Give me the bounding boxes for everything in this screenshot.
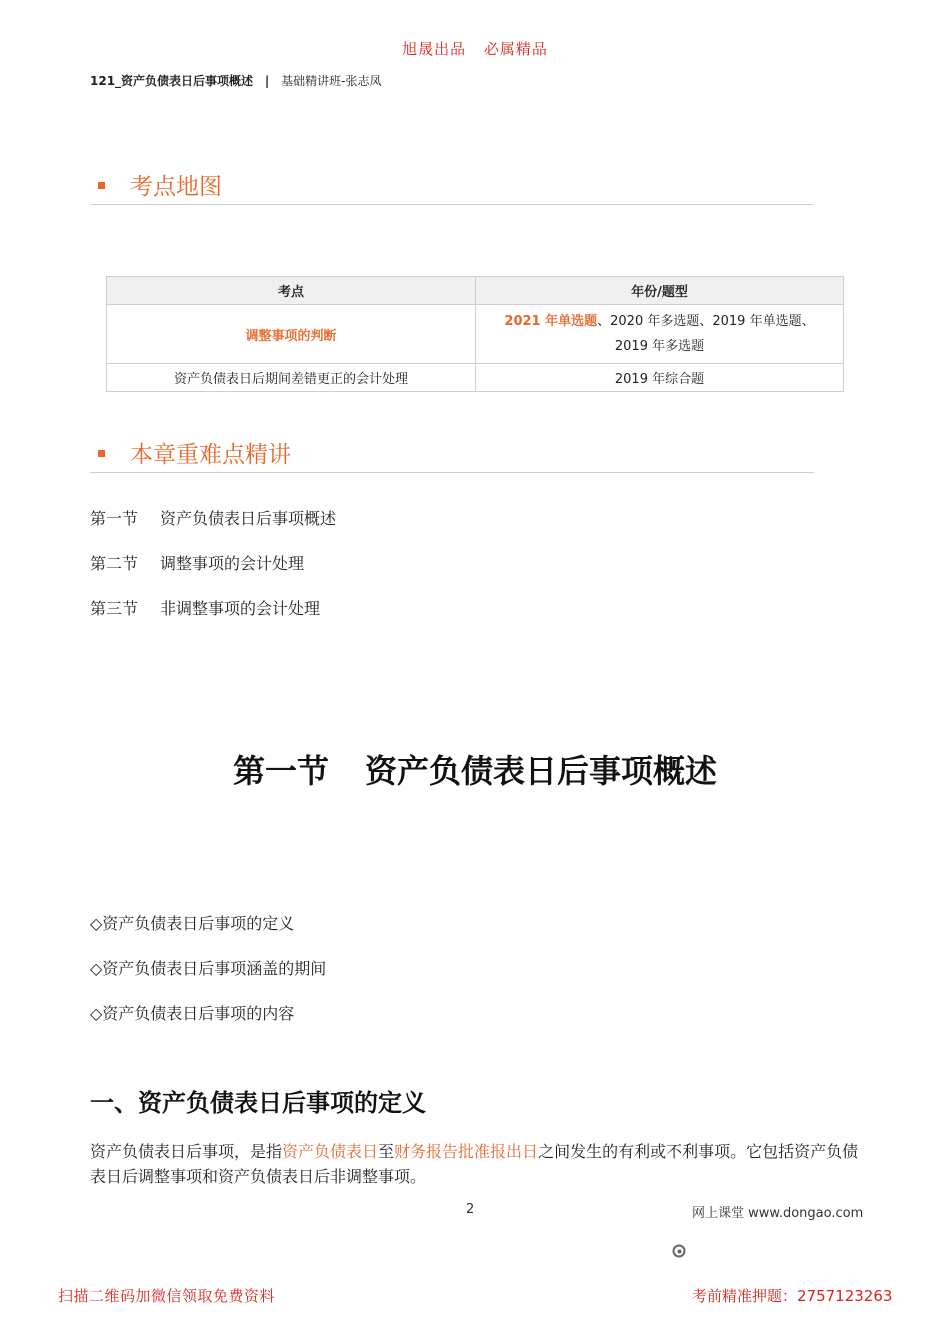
banner-left: 旭晟出品 bbox=[402, 40, 467, 58]
table-cell-years bbox=[476, 305, 844, 364]
toc-number: 第一节 bbox=[90, 509, 139, 528]
definition-paragraph bbox=[90, 1139, 870, 1189]
page-number: 2 bbox=[466, 1202, 475, 1217]
toc-title: 非调整事项的会计处理 bbox=[160, 599, 321, 618]
section-title: 本章重难点精讲 bbox=[130, 442, 291, 468]
section-heading-exam-map bbox=[90, 168, 814, 205]
table-cell-years: 2019 年综合题 bbox=[476, 364, 844, 392]
section-heading-key-points bbox=[90, 436, 814, 473]
footer-promo-right: 考前精准押题：2757123263 bbox=[692, 1287, 893, 1305]
square-bullet-icon bbox=[98, 182, 105, 189]
table-row bbox=[107, 364, 844, 392]
top-banner bbox=[0, 38, 950, 59]
outline-item: ◇资产负债表日后事项的内容 bbox=[90, 1004, 295, 1023]
chapter-number: 第一节 bbox=[232, 752, 329, 790]
highlight-year: 2021 年单选题 bbox=[504, 314, 598, 329]
toc-title: 调整事项的会计处理 bbox=[160, 554, 305, 573]
table-row bbox=[107, 305, 844, 364]
section-title: 考点地图 bbox=[130, 174, 222, 200]
chapter-title bbox=[0, 746, 950, 792]
watermark-icon bbox=[672, 1244, 686, 1258]
highlight-term: 资产负债表日 bbox=[282, 1142, 379, 1161]
column-header: 考点 bbox=[107, 277, 476, 305]
highlight-term: 财务报告批准报出日 bbox=[394, 1142, 539, 1161]
chapter-name: 资产负债表日后事项概述 bbox=[365, 752, 718, 790]
outline-item: ◇资产负债表日后事项涵盖的期间 bbox=[90, 959, 327, 978]
class-name: 基础精讲班-张志凤 bbox=[281, 74, 382, 88]
toc-title: 资产负债表日后事项概述 bbox=[160, 509, 337, 528]
years-text: 、2020 年多选题、2019 年单选题、 bbox=[597, 314, 815, 329]
footer-promo-left: 扫描二维码加微信领取免费资料 bbox=[58, 1287, 276, 1305]
header-separator: | bbox=[264, 74, 270, 88]
site-url: 网上课堂 www.dongao.com bbox=[692, 1206, 864, 1221]
table-cell-topic: 资产负债表日后期间差错更正的会计处理 bbox=[107, 364, 476, 392]
banner-right: 必属精品 bbox=[483, 40, 548, 58]
toc-item bbox=[90, 551, 304, 574]
definition-heading: 一、资产负债表日后事项的定义 bbox=[90, 1088, 426, 1117]
paragraph-text: 之间发生的有利或不利事项。它包括资产负债表日后调整事项和资产负债表日后非调整事项。 bbox=[90, 1142, 859, 1186]
toc-number: 第三节 bbox=[90, 599, 139, 618]
outline-item: ◇资产负债表日后事项的定义 bbox=[90, 914, 295, 933]
table-cell-topic: 调整事项的判断 bbox=[107, 305, 476, 364]
document-header bbox=[90, 72, 381, 89]
paragraph-text: 资产负债表日后事项，是指 bbox=[90, 1142, 283, 1161]
course-title: 121_资产负债表日后事项概述 bbox=[90, 74, 254, 88]
toc-item bbox=[90, 506, 336, 529]
square-bullet-icon bbox=[98, 450, 105, 457]
toc-number: 第二节 bbox=[90, 554, 139, 573]
table-header-row bbox=[107, 277, 844, 305]
years-text: 2019 年多选题 bbox=[614, 339, 705, 354]
column-header: 年份/题型 bbox=[476, 277, 844, 305]
toc-item bbox=[90, 596, 320, 619]
exam-points-table bbox=[106, 276, 844, 392]
paragraph-text: 至 bbox=[378, 1142, 395, 1161]
